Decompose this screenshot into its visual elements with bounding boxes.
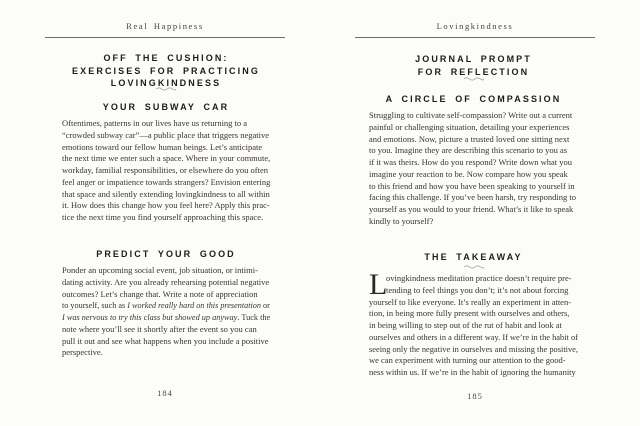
text-line: that space and silently extending lovingkindness to all within — [62, 188, 270, 199]
text-line: ovingkindness meditation practice doesn’t require pre- — [386, 273, 572, 283]
text-line: tending to feel things you don’t; it’s not about forcing — [386, 284, 569, 295]
chapter-heading — [369, 53, 578, 78]
text-line: emotions toward our fellow human beings. Let’s anticipate — [62, 141, 263, 152]
text-line: workday, familial responsibilities, or elsewhere do you often — [62, 165, 268, 175]
text-line: kindly to yourself? — [369, 215, 434, 226]
paragraph-a-circle-of-compassion — [369, 110, 578, 228]
text-line: LOVINGKINDNESS — [110, 78, 222, 89]
page-number: 184 — [157, 388, 173, 398]
text-line: “crowded subway car”—a public place that triggers negative — [62, 129, 269, 140]
text-line: feel anger or impatience towards strangers? Envision entering — [62, 176, 271, 187]
text-line: and emotions. Now, picture a trusted loved one sitting next — [369, 133, 570, 144]
left-page — [45, 0, 285, 426]
section-title-the-takeaway: THE TAKEAWAY — [424, 252, 523, 262]
text-line: tion, in being more fully present with ourselves and others, — [369, 308, 570, 319]
text-line: Ponder an upcoming social event, job situation, or intimi- — [62, 265, 258, 275]
text-line: ourselves and others in a different way. If we’re in the habit of — [369, 331, 578, 342]
drop-cap: L — [369, 268, 388, 301]
text-line: note where you’ll see it shortly after the event so you can — [62, 323, 257, 334]
text-line: I was nervous to try this class but showed up anyway. Tuck the — [62, 312, 271, 322]
text-line: facing this challenge. If you’ve been harsh, try responding to — [369, 192, 577, 203]
chapter-heading — [62, 52, 270, 90]
text-line: EXERCISES FOR PRACTICING — [72, 65, 260, 76]
text-line: the next time we enter such a space. Where in your commute, — [62, 153, 271, 164]
text-line: in being willing to step out of the rut of habit and look at — [369, 320, 562, 330]
text-line: outcomes? Let’s change that. Write a note of appreciation — [62, 288, 258, 299]
text-line: tice the next time you find yourself approaching this space. — [62, 212, 264, 222]
right-page — [355, 0, 595, 426]
paragraph-your-subway-car — [62, 118, 270, 224]
text-line: OFF THE CUSHION: — [103, 53, 229, 63]
text-line: ness within us. If we’re in the habit of ignoring the humanity — [369, 367, 576, 377]
text-line: to this friend and how you have been speaking to yourself in — [369, 180, 575, 191]
text-line: we can experiment with turning our attention to the good- — [369, 355, 566, 366]
text-line: if it was theirs. How do you respond? Write down what you — [369, 157, 572, 167]
text-line: Struggling to cultivate self-compassion? Write out a current — [369, 110, 573, 120]
text-line: yourself to like everyone. It’s really an experiment in atten- — [369, 296, 572, 307]
paragraph-predict-your-good — [62, 265, 270, 359]
text-line: painful or challenging situation, detailing your experiences — [369, 121, 570, 132]
text-line: Oftentimes, patterns in our lives have us returning to a — [62, 118, 248, 128]
header-rule — [45, 37, 285, 38]
text-line: to yourself, such as I worked really hard on this presentation or — [62, 300, 270, 311]
section-title-your-subway-car: YOUR SUBWAY CAR — [102, 102, 230, 112]
text-line: dating activity. Are you already rehearsing potential negative — [62, 276, 270, 287]
text-line: it. How does this change how you feel here? Apply this prac- — [62, 200, 270, 211]
text-line: pull it out and see what happens when you include a positive — [62, 335, 269, 346]
text-line: imagine your reaction to be. Now compare how you speak — [369, 168, 568, 179]
section-title-a-circle-of-compassion: A CIRCLE OF COMPASSION — [385, 94, 562, 104]
text-line: to you. Imagine they are describing this scenario to you as — [369, 145, 568, 156]
text-line: FOR REFLECTION — [417, 66, 530, 77]
paragraph-the-takeaway — [369, 268, 578, 379]
page-number: 185 — [467, 391, 483, 401]
section-title-predict-your-good: PREDICT YOUR GOOD — [96, 249, 236, 259]
text-line: perspective. — [62, 347, 103, 358]
header-rule — [355, 37, 595, 38]
text-line: JOURNAL PROMPT — [415, 54, 532, 64]
wave-ornament-icon — [369, 76, 578, 94]
running-head: Lovingkindness — [436, 21, 514, 31]
text-line: yourself as you would to your friend. What’s it like to speak — [369, 204, 574, 214]
running-head: Real Happiness — [126, 21, 204, 31]
text-line: seeing only the negative in ourselves and missing the positive, — [369, 343, 578, 354]
